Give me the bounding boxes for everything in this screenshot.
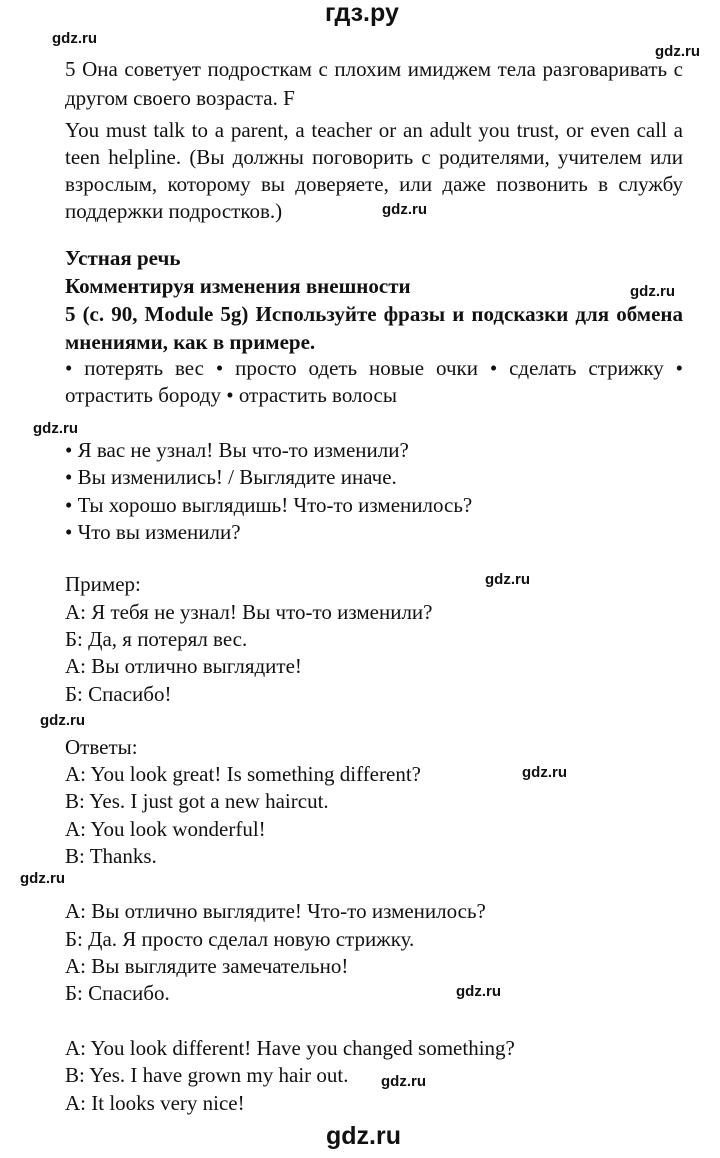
dialogue-line-ru: Б: Да. Я просто сделал новую стрижку. <box>65 927 415 951</box>
phrase-item: • Я вас не узнал! Вы что-то изменили? <box>65 438 409 462</box>
answer-line-5-cont: другом своего возраста. F <box>65 86 295 110</box>
dialogue-line-ru: Б: Спасибо. <box>65 981 170 1005</box>
dialogue-line: B: Thanks. <box>65 844 157 868</box>
dialogue-line: A: You look wonderful! <box>65 817 266 841</box>
watermark: gdz.ru <box>382 201 427 218</box>
advice-line: взрослым, которому вы доверяете, или даже позвонить в службу <box>65 172 683 196</box>
watermark: gdz.ru <box>630 283 675 300</box>
watermark: gdz.ru <box>456 983 501 1000</box>
watermark: gdz.ru <box>52 30 97 47</box>
answers-label: Ответы: <box>65 735 138 759</box>
example-line: Б: Да, я потерял вес. <box>65 627 248 651</box>
task-instruction: 5 (с. 90, Module 5g) Используйте фразы и подсказки для обмена <box>65 302 683 326</box>
dialogue-line: B: Yes. I just got a new haircut. <box>65 789 329 813</box>
example-line: А: Я тебя не узнал! Вы что-то изменили? <box>65 600 433 624</box>
phrase-item: • Вы изменились! / Выглядите иначе. <box>65 465 397 489</box>
advice-line: You must talk to a parent, a teacher or an adult you trust, or even call a <box>65 118 683 142</box>
dialogue-line: A: It looks very nice! <box>65 1091 245 1115</box>
dialogue-line: A: You look great! Is something different? <box>65 762 421 786</box>
watermark: gdz.ru <box>381 1073 426 1090</box>
dialogue-line-ru: А: Вы отлично выглядите! Что-то изменилось? <box>65 899 486 923</box>
answer-line-5: 5 Она советует подросткам с плохим имиджем тела разговаривать с <box>65 57 683 81</box>
dialogue-line: A: You look different! Have you changed something? <box>65 1036 515 1060</box>
phrase-item: • Что вы изменили? <box>65 520 241 544</box>
example-line: Б: Спасибо! <box>65 682 172 706</box>
dialogue-line-ru: А: Вы выглядите замечательно! <box>65 954 349 978</box>
prompt-list: • потерять вес • просто одеть новые очки • сделать стрижку • <box>65 356 683 380</box>
prompt-list-cont: отрастить бороду • отрастить волосы <box>65 383 397 407</box>
watermark: gdz.ru <box>522 764 567 781</box>
advice-line: teen helpline. (Вы должны поговорить с родителями, учителем или <box>65 145 683 169</box>
advice-line: поддержки подростков.) <box>65 199 283 223</box>
example-line: А: Вы отлично выглядите! <box>65 654 302 678</box>
watermark: gdz.ru <box>485 571 530 588</box>
phrase-item: • Ты хорошо выглядишь! Что-то изменилось? <box>65 493 473 517</box>
watermark: gdz.ru <box>20 870 65 887</box>
footer-watermark: gdz.ru <box>326 1122 401 1150</box>
example-label: Пример: <box>65 572 141 596</box>
watermark: gdz.ru <box>40 712 85 729</box>
watermark: gdz.ru <box>33 420 78 437</box>
section-subheading: Комментируя изменения внешности <box>65 274 411 298</box>
watermark: gdz.ru <box>655 43 700 60</box>
header-watermark: гдз.ру <box>325 0 399 27</box>
dialogue-line: B: Yes. I have grown my hair out. <box>65 1063 349 1087</box>
task-instruction-cont: мнениями, как в примере. <box>65 330 316 354</box>
section-heading: Устная речь <box>65 246 181 270</box>
